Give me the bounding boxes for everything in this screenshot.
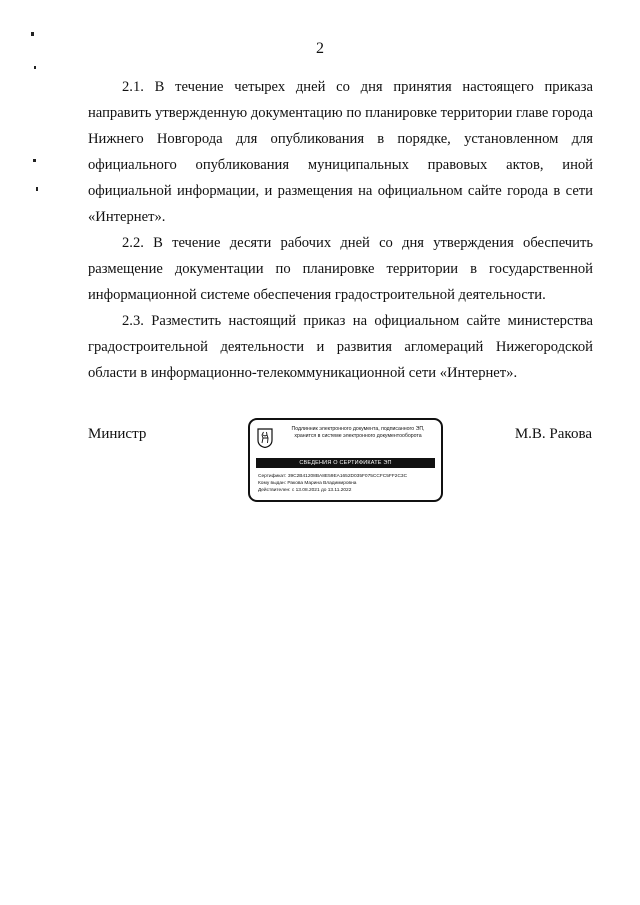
stamp-owner-value: Ракова Марина Владимировна	[287, 481, 357, 486]
scan-mark	[31, 32, 34, 36]
signatory-name: М.В. Ракова	[514, 426, 592, 442]
stamp-certificate-label: Сертификат:	[258, 474, 287, 479]
deer-emblem-icon	[257, 428, 273, 448]
scan-mark	[34, 66, 36, 69]
paragraph-2-2: 2.2. В течение десяти рабочих дней со дня утверждения обеспечить размещение документации по планировке территории в государственной информационной системе обеспечения градостроительной деятельности.	[88, 235, 593, 303]
page-number: 2	[316, 40, 324, 57]
signatory-position: Министр	[88, 426, 147, 442]
stamp-validity-row	[258, 487, 407, 494]
stamp-certificate-value: 39C2B41208BA8E59EA1652D035F075CCFC5FF2C3C	[287, 474, 408, 479]
stamp-owner-label: Кому выдан:	[258, 481, 286, 486]
stamp-header-line-1: Подлинник электронного документа, подписанного ЭП,	[291, 426, 425, 432]
stamp-validity-label: Действителен:	[258, 488, 291, 493]
stamp-certificate-details	[258, 473, 407, 494]
document-body	[88, 74, 593, 386]
paragraph-2-3: 2.3. Разместить настоящий приказ на официальном сайте министерства градостроительной деятельности и развития агломераций Нижегородской области в информационно-телекоммуникационной сети «Интернет».	[88, 313, 593, 381]
stamp-header-line-2: хранится в системе электронного документооборота	[294, 433, 422, 439]
electronic-signature-stamp	[248, 418, 443, 502]
scan-mark	[36, 187, 38, 191]
paragraph-2-1: 2.1. В течение четырех дней со дня принятия настоящего приказа направить утвержденную документацию по планировке территории главе города Нижнего Новгорода для опубликования в порядке, установленном для официального опубликования муниципальных правовых актов, иной официальной информации, и размещения на официальном сайте города в сети «Интернет».	[88, 79, 593, 225]
stamp-validity-value: с 13.08.2021 до 13.11.2022	[291, 488, 352, 493]
stamp-certificate-row	[258, 473, 407, 480]
scan-mark	[33, 159, 36, 162]
stamp-certificate-title: СВЕДЕНИЯ О СЕРТИФИКАТЕ ЭП	[256, 458, 435, 468]
stamp-header	[278, 426, 438, 440]
stamp-owner-row	[258, 480, 407, 487]
